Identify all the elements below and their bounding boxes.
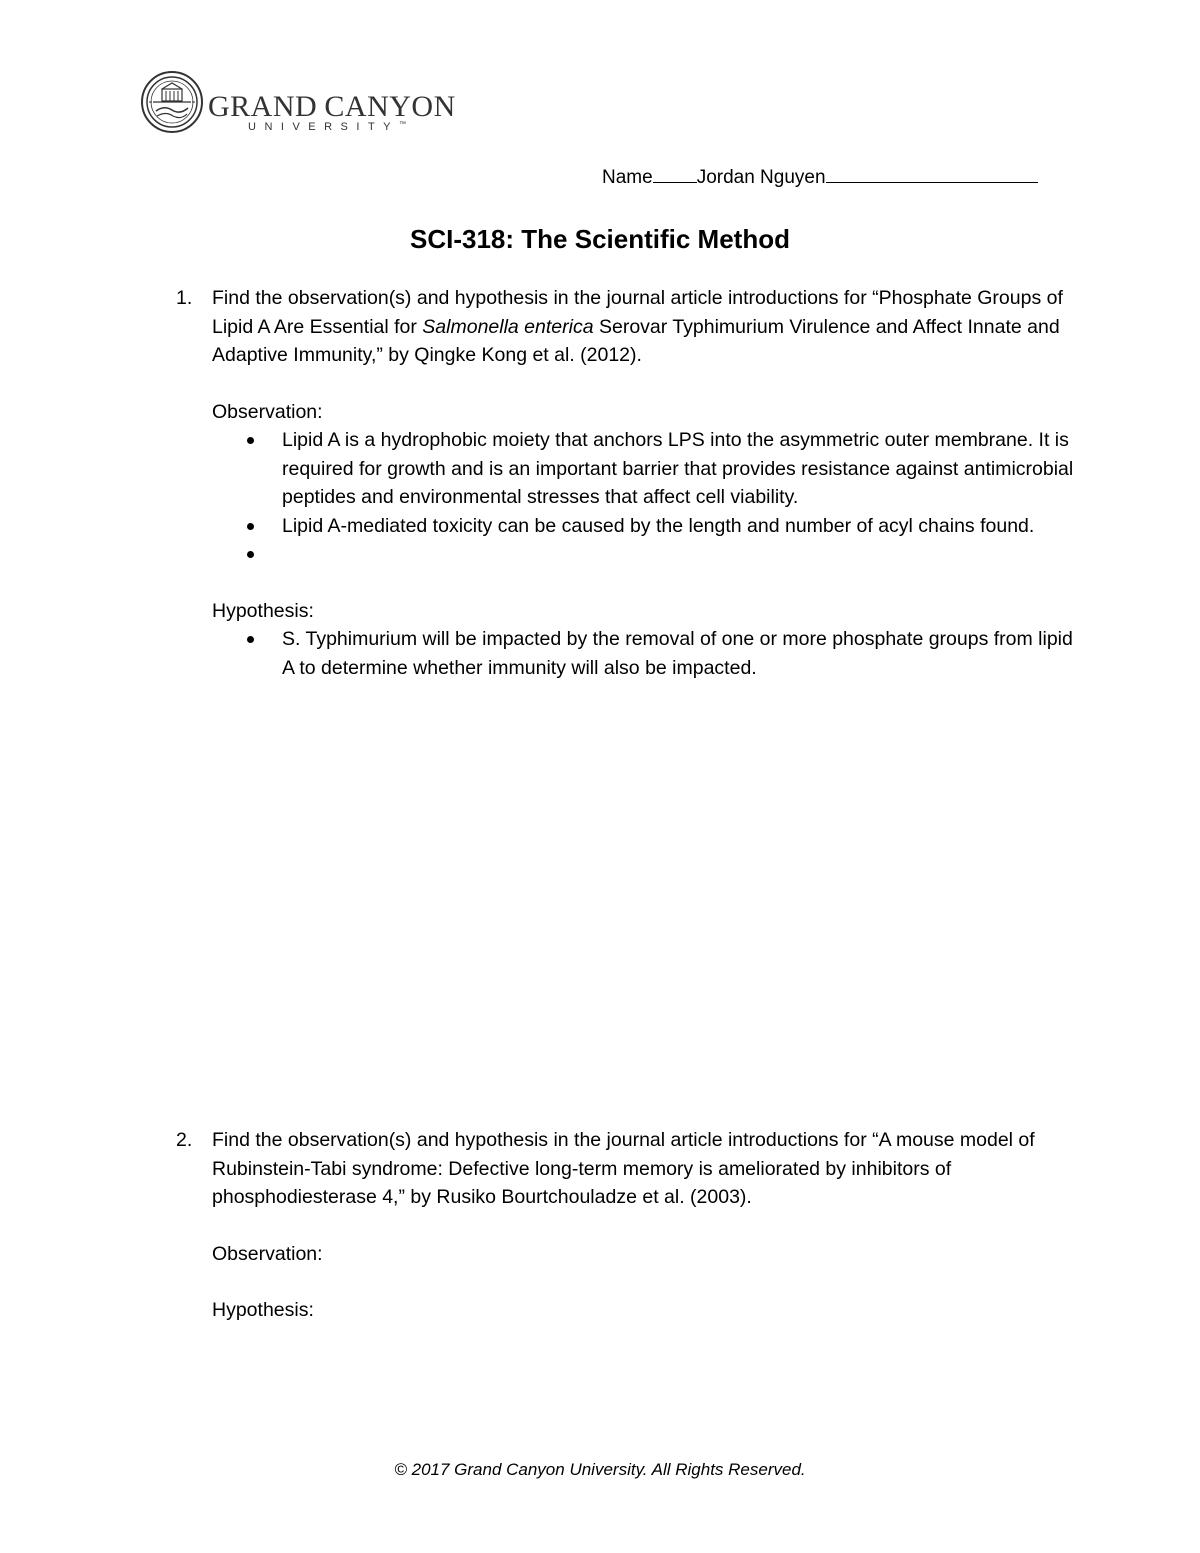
question-1 — [176, 284, 1076, 682]
observation-label: Observation: — [212, 400, 323, 423]
question-number: 2. — [176, 1129, 193, 1151]
list-item: Lipid A-mediated toxicity can be caused by the length and number of acyl chains found. — [282, 512, 1076, 541]
hypothesis-label: Hypothesis: — [212, 1299, 314, 1321]
question-number: 1. — [176, 287, 193, 309]
observation-label: Observation: — [212, 1242, 323, 1265]
name-blank-left — [653, 166, 697, 183]
list-item: Lipid A is a hydrophobic moiety that anchors LPS into the asymmetric outer membrane. It is required for growth and is an important barrier that provides resistance against antimicrobial peptides and environmental stresses that affect cell viability. — [282, 426, 1076, 512]
question-prompt: Find the observation(s) and hypothesis in the journal article introductions for “Phosphate Groups of Lipid A Are Essential for Salmonella enterica Serovar Typhimurium Virulence and Affect Innate and Adaptive Immunity,” by Qingke Kong et al. (2012). — [212, 287, 1063, 366]
name-value: Jordan Nguyen — [696, 167, 826, 188]
hypothesis-label: Hypothesis: — [212, 599, 314, 622]
student-name-field — [602, 166, 1038, 189]
species-name-italic: Salmonella enterica — [422, 315, 594, 338]
logo-subtitle: UNIVERSITY™ — [248, 121, 407, 133]
name-label: Name — [602, 167, 653, 188]
list-item: S. Typhimurium will be impacted by the removal of one or more phosphate groups from lipid A to determine whether immunity will also be impacted. — [282, 625, 1076, 682]
university-logo — [140, 70, 456, 134]
list-item — [282, 540, 1076, 569]
name-blank-right — [826, 166, 1038, 183]
question-2 — [176, 1126, 1076, 1325]
question-prompt: Find the observation(s) and hypothesis in the journal article introductions for “A mouse model of Rubinstein-Tabi syndrome: Defective long-term memory is ameliorated by inhibitors of phosphodiesterase 4,” by Rusiko Bourtchouladze et al. (2003). — [212, 1129, 1035, 1208]
hypothesis-list — [212, 625, 1076, 682]
bullet-icon — [247, 636, 254, 643]
document-title: SCI-318: The Scientific Method — [410, 224, 790, 254]
bullet-icon — [247, 551, 254, 558]
bullet-icon — [247, 437, 254, 444]
logo-wordmark: GRAND CANYON — [208, 90, 456, 123]
observation-list — [212, 426, 1076, 569]
bullet-icon — [247, 523, 254, 530]
copyright-footer: © 2017 Grand Canyon University. All Rights Reserved. — [394, 1460, 806, 1479]
university-seal-icon — [140, 70, 204, 134]
